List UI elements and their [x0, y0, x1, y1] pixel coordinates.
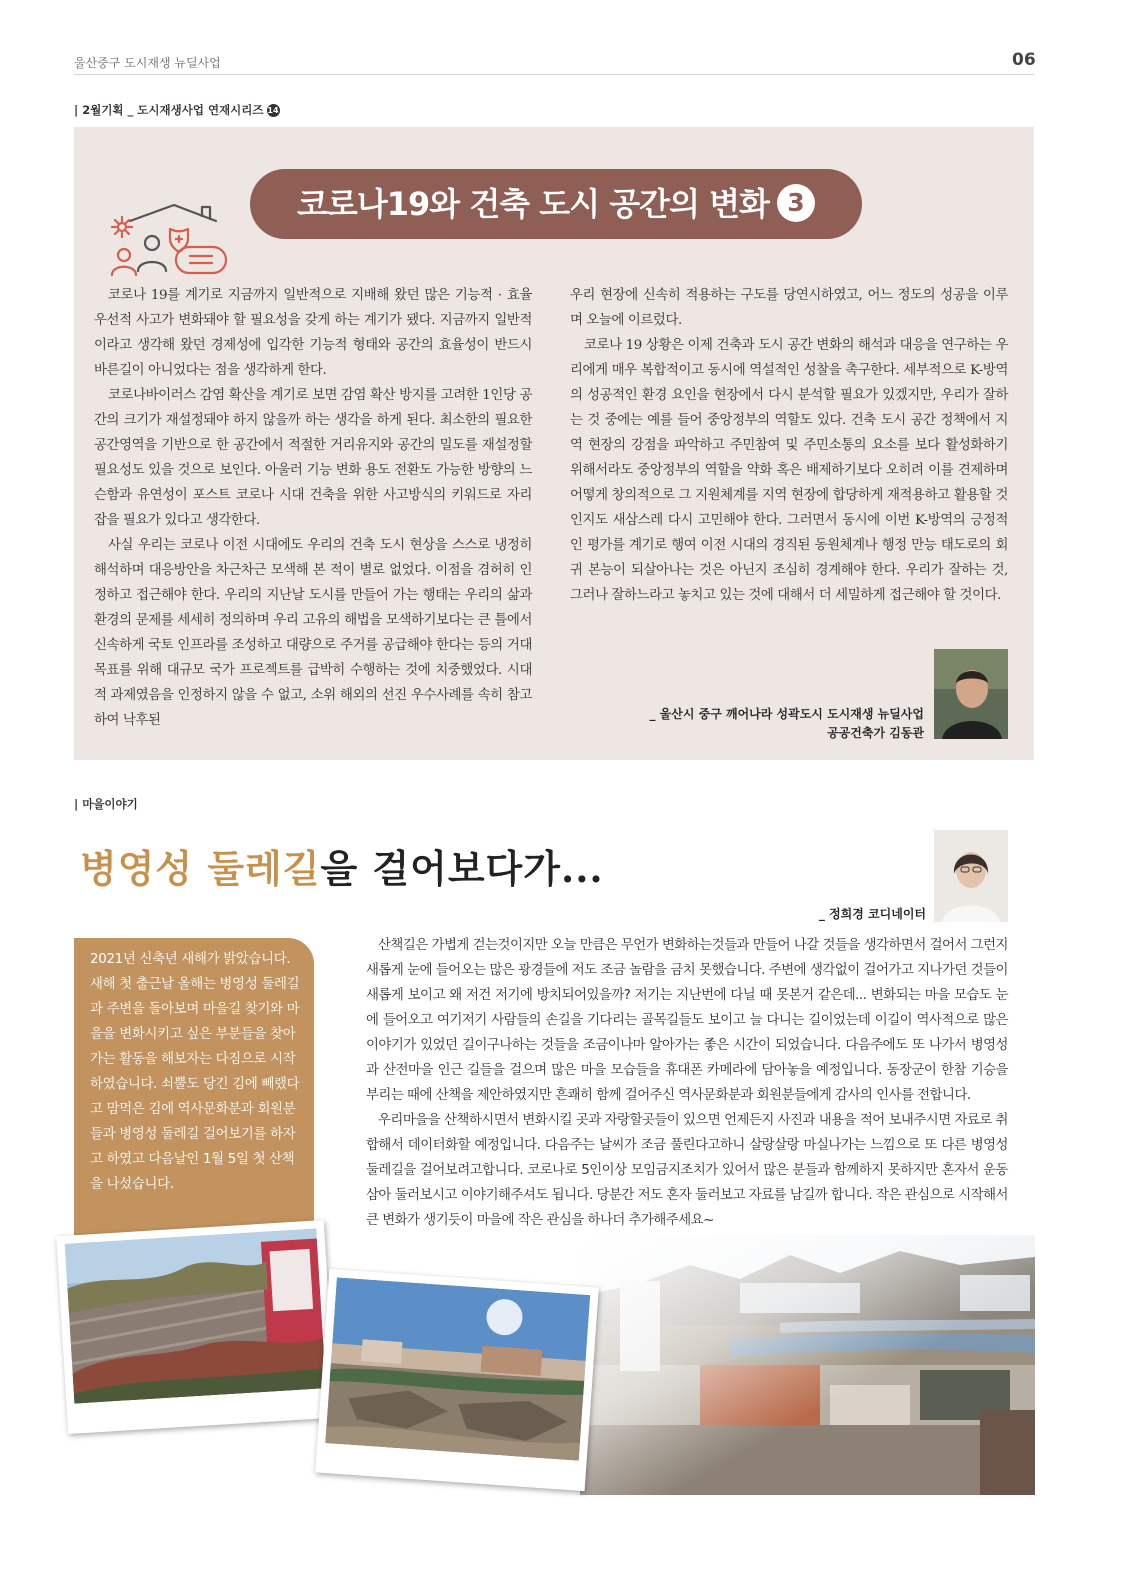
- feature-column-2: [570, 283, 1008, 608]
- wall-ivy-photo: [65, 1228, 326, 1403]
- section2-label: | 마을이야기: [74, 797, 138, 811]
- stone-ruins-photo: [325, 1277, 590, 1460]
- photo-frame-wall: [56, 1220, 336, 1434]
- header-divider: [74, 74, 1034, 75]
- feature-title: [250, 169, 862, 239]
- section1-label-text: | 2월기획 _ 도시재생사업 연재시리즈: [74, 103, 264, 117]
- story-title: [80, 838, 604, 893]
- story-title-rest: 을 걸어보다가...: [320, 846, 604, 891]
- series-number-badge: 14: [267, 106, 279, 115]
- feature-author: [580, 705, 924, 743]
- section1-label: [74, 102, 280, 118]
- publication-name: 울산중구 도시재생 뉴딜사업: [74, 56, 221, 70]
- feature-title-number: 3: [777, 184, 815, 222]
- story-intro-text: 2021년 신축년 새해가 밝았습니다. 새해 첫 출근날 올해는 병영성 둘레길과 주변을 돌아보며 마을길 찾기와 마을을 변화시키고 싶은 부분들을 찾아가는 활동을 해보자는 다짐으로 시작하였습니다. 쇠뿔도 당긴 김에 빼랬다고 맘먹은 김에 역사문화분과 회원분들과 병영성 둘레길 걸어보기를 하자고 하였고 다음날인 1월 5일 첫 산책을 나섰습니다.: [90, 952, 300, 1192]
- story-title-place: 병영성 둘레길: [80, 846, 321, 891]
- city-river-landscape-photo: [580, 1235, 1035, 1495]
- author-portrait-photo: [934, 649, 1008, 739]
- story-author: _ 정희경 코디네이터: [818, 907, 926, 921]
- feature-paragraph: 코로나 19를 계기로 지금까지 일반적으로 지배해 왔던 많은 기능적 · 효율 우선적 사고가 변화돼야 할 필요성을 갖게 하는 계기가 됐다. 지금까지 일반적이라고 생각해 왔던 경제성에 입각한 기능적 형태와 공간의 효율성이 반드시 바른길이 아니었다는 점을 생각하게 한다.: [94, 288, 532, 378]
- house-people-mask-icon: [104, 203, 232, 277]
- feature-author-name: 공공건축가 김동관: [827, 726, 924, 740]
- story-paragraph: 산책길은 가볍게 걷는것이지만 오늘 만큼은 무언가 변화하는것들과 만들어 나갈 것들을 생각하면서 걸어서 그런지 새롭게 눈에 들어오는 많은 광경들에 저도 조금 놀람을 금치 못했습니다. 주변에 생각없이 걸어가고 지나가던 것들이 새롭게 보이고 왜 저건 저기에 방치되어있을까? 저기는 지난번에 다닐 때 못본거 같은데... 변화되는 마을 모습도 눈에 들어오고 여기저기 사람들의 손길을 기다리는 골목길들도 보이고 늘 다니는 길이었는데 이길이 역사적으로 많은 이야기가 있었던 길이구나하는 것들을 조금이나마 알아가는 좋은 시간이 되었습니다. 다음주에도 또 나가서 병영성과 산전마을 인근 길들을 걸으며 많은 마을 모습들을 휴대폰 카메라에 담아놓을 예정입니다. 동장군이 한참 기승을 부리는 때에 산책을 제안하였지만 흔쾌히 함께 걸어주신 역사문화분과 회원분들에게 감사의 인사를 전합니다.: [366, 938, 1008, 1103]
- feature-title-text: 코로나19와 건축 도시 공간의 변화: [297, 185, 769, 223]
- feature-column-1: [94, 283, 532, 733]
- coordinator-portrait-photo: [934, 830, 1008, 922]
- feature-paragraph: 우리 현장에 신속히 적용하는 구도를 당연시하였고, 어느 정도의 성공을 이루며 오늘에 이르렀다.: [570, 288, 1008, 328]
- page-number: 06: [1012, 50, 1036, 70]
- feature-author-affiliation: _ 울산시 중구 깨어나라 성곽도시 도시재생 뉴딜사업: [649, 707, 924, 721]
- feature-paragraph: 코로나바이러스 감염 확산을 계기로 보면 감염 확산 방지를 고려한 1인당 공간의 크기가 재설정돼야 하지 않을까 하는 생각을 하게 된다. 최소한의 필요한 공간영역을 기반으로 한 공간에서 적절한 거리유지와 공간의 밀도를 재설정할 필요성도 있을 것으로 보인다. 아울러 기능 변화 용도 전환도 가능한 방향의 느슨함과 유연성이 포스트 코로나 시대 건축을 위한 사고방식의 키워드로 자리 잡을 필요가 있다고 생각한다.: [94, 388, 532, 528]
- story-body: [366, 933, 1008, 1233]
- story-paragraph: 우리마을을 산책하시면서 변화시킬 곳과 자랑할곳들이 있으면 언제든지 사진과 내용을 적어 보내주시면 자료로 취합해서 데이터화할 예정입니다. 다음주는 날씨가 조금 풀린다고하니 살랑살랑 마실나가는 느낌으로 또 다른 병영성 둘레길을 걸어보려고합니다. 코로나로 5인이상 모임금지조치가 있어서 많은 분들과 함께하지 못하지만 혼자서 운동삼아 둘러보시고 이야기해주셔도 됩니다. 당분간 저도 혼자 둘러보고 자료를 남길까 합니다. 작은 관심으로 시작해서 큰 변화가 생기듯이 마을에 작은 관심을 하나더 추가해주세요~: [366, 1113, 1008, 1228]
- photo-frame-ruins: [315, 1269, 599, 1491]
- feature-paragraph: 코로나 19 상황은 이제 건축과 도시 공간 변화의 해석과 대응을 연구하는 우리에게 매우 복합적이고 동시에 역설적인 성찰을 촉구한다. 세부적으로 K-방역의 성공적인 환경 요인을 현장에서 다시 분석할 필요가 있겠지만, 우리가 잘하는 것 중에는 예를 들어 중앙정부의 역할도 있다. 건축 도시 공간 정책에서 지역 현장의 강점을 파악하고 주민참여 및 주민소통의 요소를 보다 활성화하기 위해서라도 중앙정부의 역할을 약화 혹은 배제하기보다 오히려 이를 견제하며 어떻게 창의적으로 그 지원체계를 지역 현장에 합당하게 재적용하고 활용할 것인지도 새삼스레 다시 고민해야 한다. 그러면서 동시에 이번 K-방역의 긍정적인 평가를 계기로 행여 이전 시대의 경직된 동원체계나 행정 만능 태도로의 회귀 본능이 되살아나는 것은 아닌지 조심히 경계해야 한다. 우리가 잘하는 것, 그러나 잘하느라고 놓치고 있는 것에 대해서 더 세밀하게 접근해야 할 것이다.: [570, 338, 1008, 603]
- feature-paragraph: 사실 우리는 코로나 이전 시대에도 우리의 건축 도시 현상을 스스로 냉정히 해석하며 대응방안을 차근차근 모색해 본 적이 별로 없었다. 이점을 겸허히 인정하고 접근해야 한다. 우리의 지난날 도시를 만들어 가는 행태는 우리의 삶과 환경의 문제를 세세히 정의하며 우리 고유의 해법을 모색하기보다는 큰 틀에서 신속하게 국토 인프라를 조성하고 대량으로 주거를 공급해야 한다는 등의 거대 목표를 위해 대규모 국가 프로젝트를 급박히 수행하는 것에 치중했었다. 시대적 과제였음을 인정하지 않을 수 없고, 소위 해외의 선진 우수사례를 속히 참고하여 낙후된: [94, 538, 532, 728]
